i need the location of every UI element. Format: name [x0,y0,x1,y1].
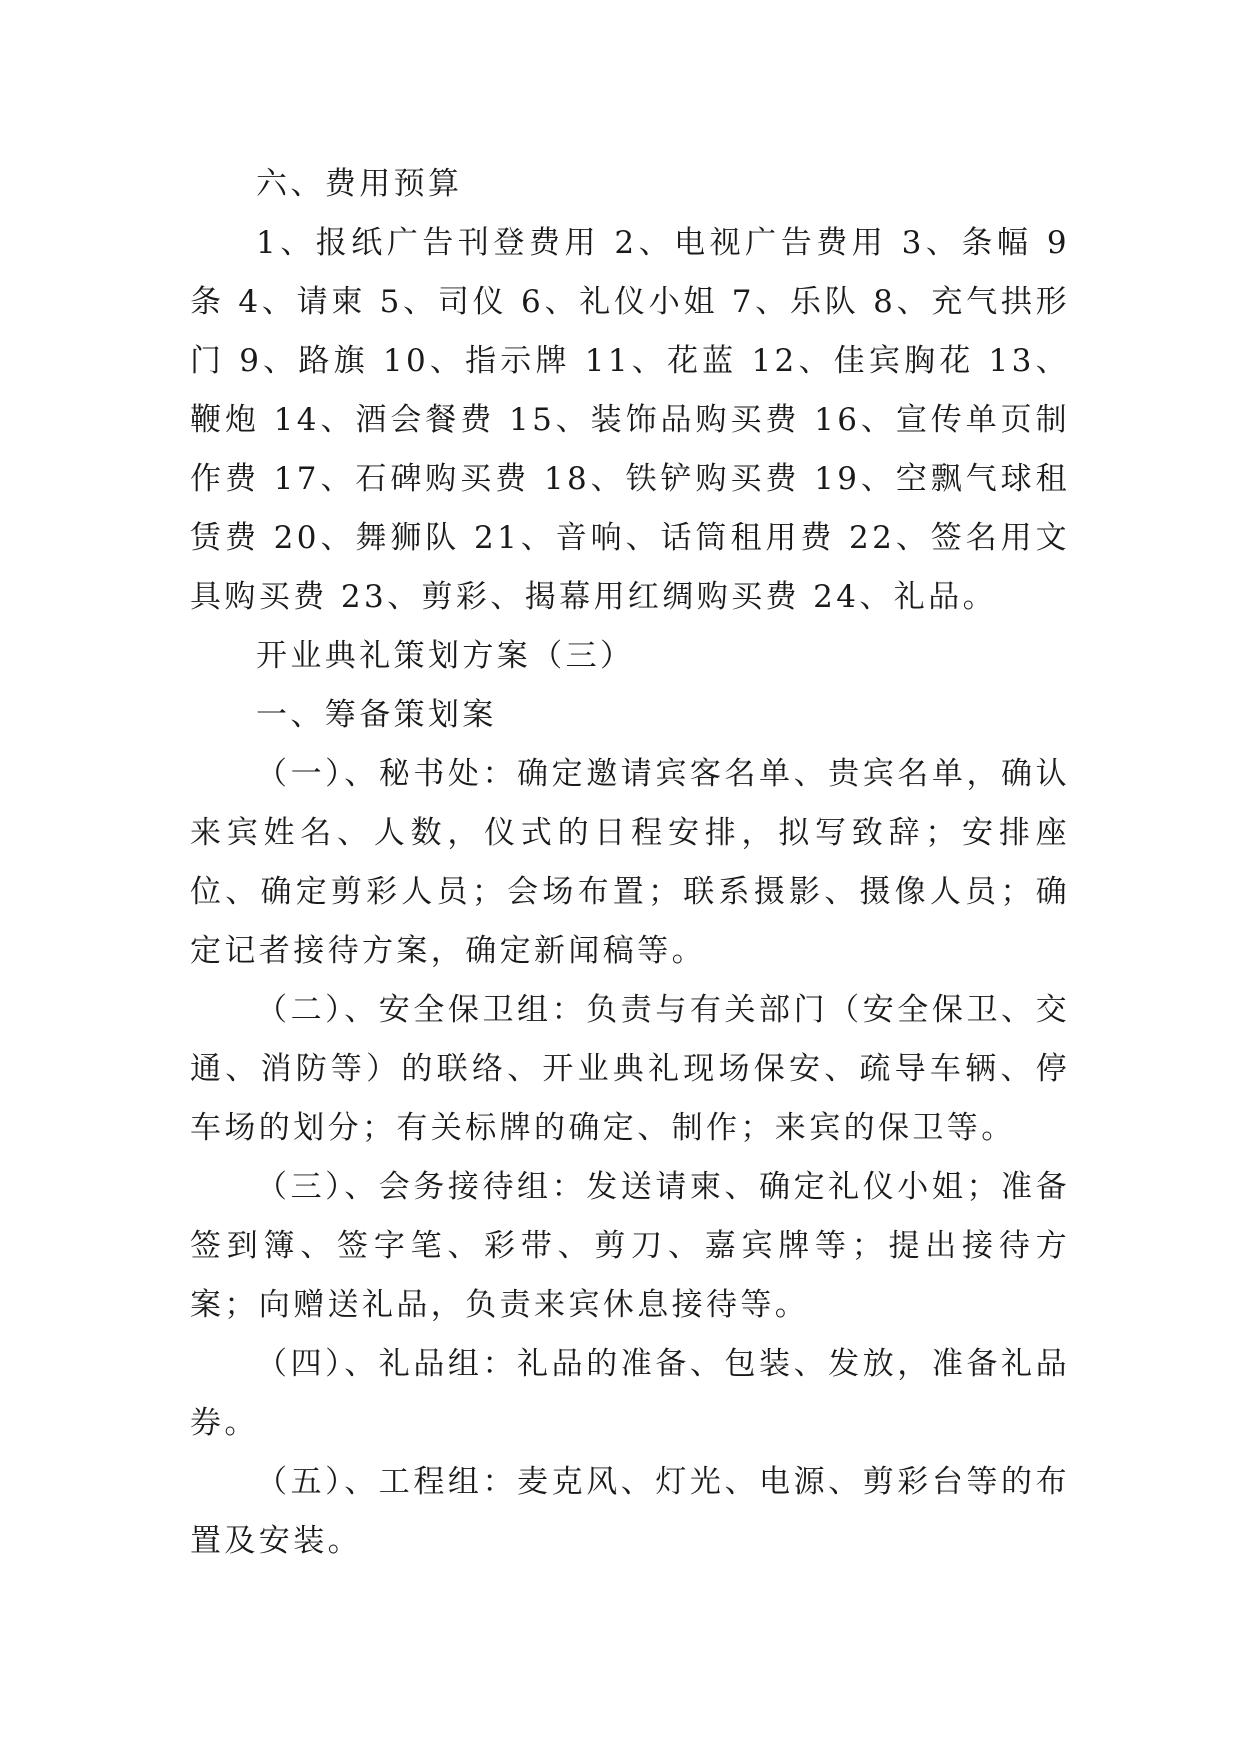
section-heading-preparation: 一、筹备策划案 [256,697,497,733]
secretariat-paragraph: （一）、秘书处：确定邀请宾客名单、贵宾名单，确认来宾姓名、人数，仪式的日程安排，拟写致辞；安排座位、确定剪彩人员；会场布置；联系摄影、摄像人员；确定记者接待方案，确定新闻稿等。 [190,756,1070,969]
engineering-group-paragraph: （五）、工程组：麦克风、灯光、电源、剪彩台等的布置及安装。 [190,1464,1070,1559]
section-heading-budget: 六、费用预算 [256,166,463,202]
security-group-paragraph: （二）、安全保卫组：负责与有关部门（安全保卫、交通、消防等）的联络、开业典礼现场保安、疏导车辆、停车场的划分；有关标牌的确定、制作；来宾的保卫等。 [190,992,1070,1146]
gift-group-paragraph: （四）、礼品组：礼品的准备、包装、发放，准备礼品券。 [190,1346,1070,1441]
budget-items-paragraph: 1、报纸广告刊登费用 2、电视广告费用 3、条幅 9 条 4、请柬 5、司仪 6、礼仪小姐 7、乐队 8、充气拱形门 9、路旗 10、指示牌 11、花蓝 12、佳宾胸花 13、鞭炮 14、酒会餐费 15、装饰品购买费 16、宣传单页制作费 17、石碑购买费 18、铁铲购买费 19、空飘气球租赁费 20、舞狮队 21、音响、话筒租用费 22、签名用文具购买费 23、剪彩、揭幕用红绸购买费 24、礼品。 [190,225,1070,615]
reception-group-paragraph: （三）、会务接待组：发送请柬、确定礼仪小姐；准备签到簿、签字笔、彩带、剪刀、嘉宾牌等；提出接待方案；向赠送礼品，负责来宾休息接待等。 [190,1169,1070,1323]
plan-title: 开业典礼策划方案（三） [256,638,635,674]
document-body [190,155,1070,1571]
